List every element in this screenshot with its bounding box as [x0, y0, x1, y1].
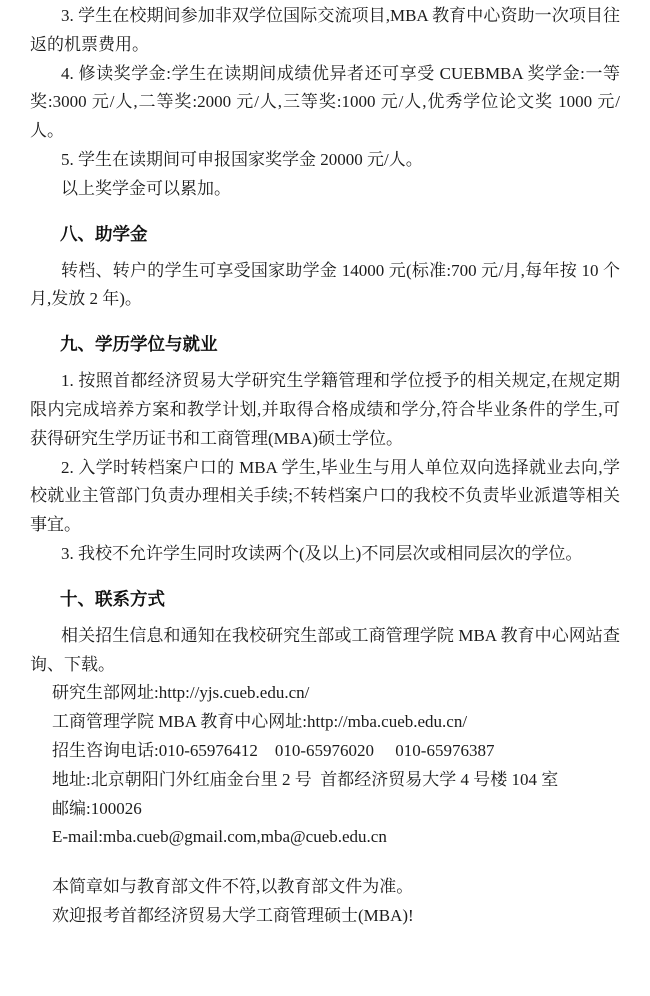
- contact-address: 地址:北京朝阳门外红庙金台里 2 号 首都经济贸易大学 4 号楼 104 室: [52, 769, 559, 789]
- paragraph-employment-policy: 2. 入学时转档案户口的 MBA 学生,毕业生与用人单位双向选择就业去向,学校就业主管部门负责办理相关手续;不转档案户口的我校不负责毕业派遣等相关事宜。: [30, 457, 620, 535]
- paragraph-degree-rules: 1. 按照首都经济贸易大学研究生学籍管理和学位授予的相关规定,在规定期限内完成培养方案和教学计划,并取得合格成绩和学分,符合毕业条件的学生,可获得研究生学历证书和工商管理(MBA)硕士学位。: [30, 371, 620, 448]
- section-heading-grants: 八、助学金: [60, 223, 148, 244]
- footer-disclaimer: 本简章如与教育部文件不符,以教育部文件为准。: [52, 877, 414, 897]
- section-heading-degree-employment: 九、学历学位与就业: [60, 334, 218, 355]
- paragraph-intl-exchange-subsidy: 3. 学生在校期间参加非双学位国际交流项目,MBA 教育中心资助一次项目往返的机票费用。: [30, 6, 620, 54]
- paragraph-national-scholarship: 5. 学生在读期间可申报国家奖学金 20000 元/人。: [61, 149, 423, 169]
- paragraph-scholarship-cumulative-note: 以上奖学金可以累加。: [61, 178, 231, 198]
- paragraph-concurrent-degree-rule: 3. 我校不允许学生同时攻读两个(及以上)不同层次或相同层次的学位。: [61, 543, 583, 563]
- contact-email: E-mail:mba.cueb@gmail.com,mba@cueb.edu.cn: [52, 827, 387, 847]
- contact-phone-numbers: 招生咨询电话:010-65976412 010-65976020 010-65976387: [52, 740, 495, 760]
- contact-grad-school-website: 研究生部网址:http://yjs.cueb.edu.cn/: [52, 683, 310, 703]
- section-heading-contact: 十、联系方式: [60, 588, 165, 609]
- paragraph-grants-body: 转档、转户的学生可享受国家助学金 14000 元(标准:700 元/月,每年按 10 个月,发放 2 年)。: [30, 260, 620, 309]
- paragraph-merit-scholarship: 4. 修读奖学金:学生在读期间成绩优异者还可享受 CUEBMBA 奖学金:一等奖:3000 元/人,二等奖:2000 元/人,三等奖:1000 元/人,优秀学位论文奖 1000 元/人。: [30, 63, 620, 141]
- contact-postcode: 邮编:100026: [52, 798, 142, 818]
- contact-mba-center-website: 工商管理学院 MBA 教育中心网址:http://mba.cueb.edu.cn/: [52, 712, 468, 732]
- paragraph-contact-intro: 相关招生信息和通知在我校研究生部或工商管理学院 MBA 教育中心网站查询、下载。: [30, 625, 620, 674]
- footer-welcome: 欢迎报考首都经济贸易大学工商管理硕士(MBA)!: [52, 905, 414, 925]
